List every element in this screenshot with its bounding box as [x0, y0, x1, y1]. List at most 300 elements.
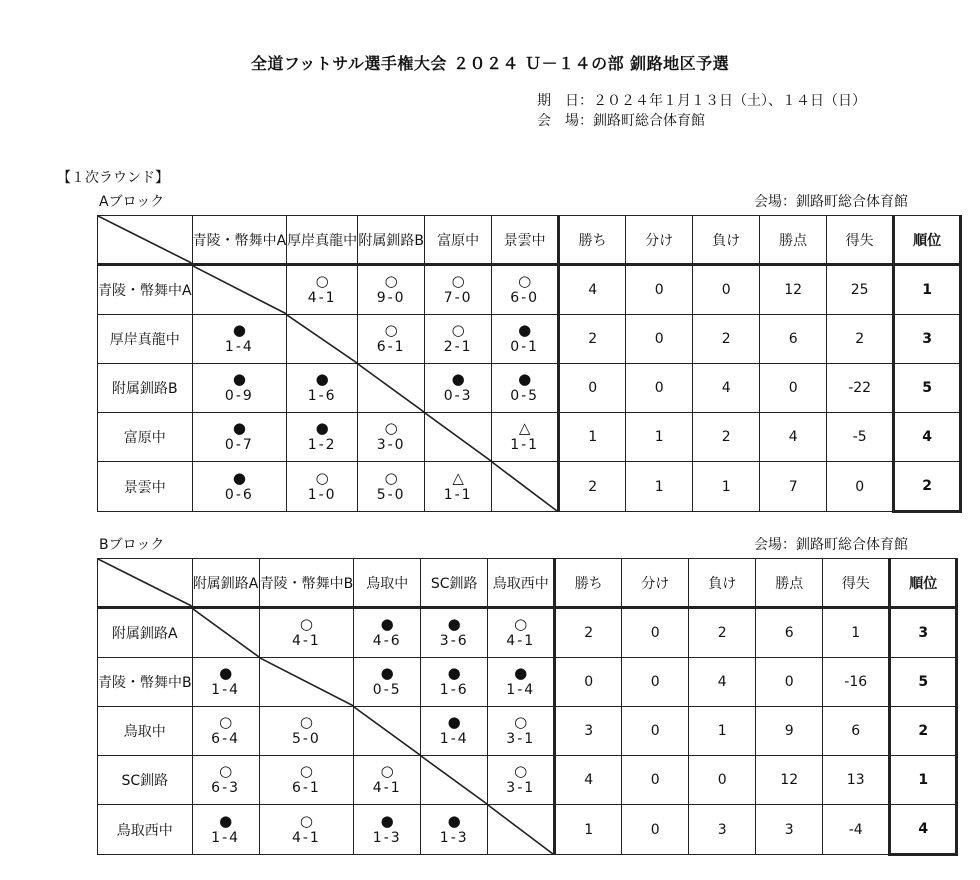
stat-value: 3 — [756, 805, 823, 855]
stat-value: 1 — [555, 805, 622, 855]
diagonal-line — [354, 707, 420, 755]
result-score: 0-5 — [510, 388, 540, 404]
stat-value: 0 — [760, 364, 827, 413]
block-a-venue: 会場：釧路町総合体育館 — [754, 194, 908, 210]
result-cell — [358, 322, 424, 356]
result-cell — [421, 714, 487, 748]
row-team-name: 富原中 — [98, 413, 193, 462]
stat-header: 勝ち — [555, 559, 622, 608]
match-result — [425, 315, 492, 364]
result-score: 6-4 — [211, 731, 241, 747]
stat-value: 2 — [559, 462, 626, 512]
row-team-name: SC釧路 — [98, 756, 193, 805]
result-score: 0-3 — [443, 388, 473, 404]
result-score: 1-3 — [372, 829, 402, 846]
column-team-1: 附属釧路A — [192, 559, 259, 608]
result-mark: ● — [451, 370, 465, 388]
result-score: 2-1 — [443, 339, 473, 355]
column-team-2: 青陵・幣舞中B — [259, 559, 354, 608]
result-cell — [354, 813, 420, 847]
diagonal-stroke — [193, 266, 287, 314]
result-score: 3-0 — [376, 437, 406, 453]
diagonal-line — [287, 315, 357, 363]
table-row — [98, 265, 961, 315]
match-result — [425, 265, 492, 315]
match-result — [354, 805, 421, 855]
stat-value: 4 — [559, 265, 626, 315]
block-b-table — [97, 558, 958, 856]
match-result — [488, 658, 555, 707]
page-title: 全道フットサル選手権大会 ２０２４ Ｕ－１４の部 釧路地区予選 — [250, 54, 730, 73]
rank-value: 2 — [894, 462, 961, 512]
rank-value: 2 — [890, 707, 957, 756]
result-cell — [488, 763, 553, 797]
result-mark: ● — [380, 811, 394, 830]
match-result — [488, 608, 555, 658]
result-mark: ● — [380, 664, 394, 682]
result-cell — [492, 273, 557, 307]
result-mark: ● — [447, 615, 461, 633]
column-team-1: 青陵・幣舞中A — [192, 216, 287, 265]
result-score: 3-6 — [439, 633, 469, 649]
diagonal-stroke — [98, 216, 192, 263]
result-cell — [488, 665, 553, 699]
stat-value: 0 — [693, 265, 760, 315]
result-cell — [354, 616, 420, 650]
stat-value: 2 — [693, 413, 760, 462]
stat-value: 0 — [555, 658, 622, 707]
result-score: 6-3 — [211, 780, 241, 796]
stat-value: 0 — [626, 315, 693, 364]
diagonal-line — [193, 609, 259, 657]
result-cell — [193, 763, 259, 797]
stat-value: 12 — [756, 756, 823, 805]
table-row — [98, 462, 961, 512]
result-mark: ● — [315, 370, 329, 388]
column-team-4: SC釧路 — [421, 559, 488, 608]
stat-header: 勝点 — [760, 216, 827, 265]
result-mark: ○ — [384, 321, 398, 339]
result-cell — [193, 714, 259, 748]
diagonal-stroke — [492, 462, 557, 511]
row-team-name: 鳥取中 — [98, 707, 193, 756]
diagonal-cell — [192, 265, 287, 315]
result-mark: ○ — [451, 272, 465, 290]
match-result — [421, 608, 488, 658]
stat-value: 2 — [689, 608, 756, 658]
result-cell — [358, 273, 424, 307]
result-score: 5-0 — [376, 486, 406, 503]
result-score: 3-1 — [506, 780, 536, 796]
stat-header: 順位 — [890, 559, 957, 608]
diagonal-stroke — [488, 805, 553, 854]
match-result — [287, 265, 358, 315]
match-result — [492, 413, 559, 462]
stat-value: -22 — [827, 364, 894, 413]
stat-header: 負け — [689, 559, 756, 608]
row-team-name: 鳥取西中 — [98, 805, 193, 855]
column-team-4: 富原中 — [425, 216, 492, 265]
result-cell — [287, 420, 357, 454]
stat-value: 2 — [827, 315, 894, 364]
result-mark: ● — [232, 370, 246, 388]
stat-value: 2 — [693, 315, 760, 364]
match-result — [192, 315, 287, 364]
table-row — [98, 756, 957, 805]
match-result — [425, 462, 492, 512]
stat-value: 25 — [827, 265, 894, 315]
stat-header: 順位 — [894, 216, 961, 265]
diagonal-line — [425, 413, 491, 461]
corner-cell — [98, 216, 193, 265]
row-team-name: 青陵・幣舞中B — [98, 658, 193, 707]
match-result — [287, 413, 358, 462]
match-result — [192, 707, 259, 756]
match-result — [192, 805, 259, 855]
result-score: 4-6 — [372, 633, 402, 649]
diagonal-line — [98, 559, 192, 606]
stat-value: 2 — [559, 315, 626, 364]
stat-header: 得失 — [823, 559, 890, 608]
diagonal-cell — [358, 364, 425, 413]
stat-header: 勝点 — [756, 559, 823, 608]
match-result — [192, 756, 259, 805]
result-score: 3-1 — [506, 731, 536, 747]
result-mark: ○ — [299, 811, 313, 830]
match-result — [358, 462, 425, 512]
match-result — [492, 315, 559, 364]
result-cell — [421, 665, 487, 699]
result-score: 1-4 — [211, 682, 241, 698]
rank-value: 4 — [894, 413, 961, 462]
result-score: 1-1 — [510, 437, 540, 453]
result-cell — [425, 322, 491, 356]
stat-value: 3 — [689, 805, 756, 855]
stat-header: 分け — [622, 559, 689, 608]
result-mark: ○ — [219, 713, 233, 731]
result-cell — [193, 813, 259, 847]
result-score: 6-1 — [291, 780, 321, 796]
result-mark: ● — [232, 321, 246, 339]
result-cell — [425, 470, 491, 504]
rank-value: 3 — [890, 608, 957, 658]
diagonal-cell — [421, 756, 488, 805]
result-mark: ● — [219, 664, 233, 682]
result-score: 1-2 — [307, 437, 337, 453]
diagonal-cell — [492, 462, 559, 512]
stat-value: 4 — [693, 364, 760, 413]
column-team-3: 附属釧路B — [358, 216, 425, 265]
result-cell — [492, 420, 557, 454]
stat-value: 12 — [760, 265, 827, 315]
result-mark: ○ — [514, 762, 528, 780]
rank-value: 1 — [894, 265, 961, 315]
match-result — [358, 413, 425, 462]
diagonal-cell — [287, 315, 358, 364]
row-team-name: 附属釧路B — [98, 364, 193, 413]
result-mark: ● — [380, 615, 394, 633]
result-cell — [358, 470, 424, 504]
result-mark: ● — [447, 664, 461, 682]
match-result — [192, 658, 259, 707]
stat-value: 1 — [823, 608, 890, 658]
rank-value: 3 — [894, 315, 961, 364]
match-result — [421, 658, 488, 707]
block-a-label: Aブロック — [99, 194, 165, 210]
result-score: 4-1 — [372, 780, 402, 796]
stat-header: 負け — [693, 216, 760, 265]
result-cell — [425, 371, 491, 405]
result-score: 7-0 — [443, 290, 473, 306]
result-mark: ○ — [451, 321, 465, 339]
diagonal-line — [358, 364, 424, 412]
result-cell — [260, 714, 354, 748]
result-cell — [488, 714, 553, 748]
diagonal-cell — [488, 805, 555, 855]
match-result — [192, 413, 287, 462]
diagonal-line — [260, 658, 354, 706]
result-score: 1-6 — [307, 388, 337, 404]
result-score: 1-4 — [506, 682, 536, 698]
match-result — [192, 364, 287, 413]
stat-value: 6 — [756, 608, 823, 658]
result-mark: ● — [232, 419, 246, 437]
result-mark: ○ — [315, 468, 329, 487]
result-cell — [193, 371, 287, 405]
block-b-venue: 会場：釧路町総合体育館 — [754, 537, 908, 553]
result-cell — [260, 813, 354, 847]
result-cell — [492, 371, 557, 405]
stat-value: 1 — [559, 413, 626, 462]
result-cell — [260, 763, 354, 797]
result-score: 1-0 — [307, 486, 337, 503]
diagonal-stroke — [193, 609, 259, 657]
result-mark: ○ — [299, 713, 313, 731]
result-score: 5-0 — [291, 731, 321, 747]
match-result — [354, 756, 421, 805]
result-score: 1-1 — [443, 486, 473, 503]
stat-value: 0 — [626, 265, 693, 315]
diagonal-stroke — [425, 413, 491, 461]
row-team-name: 景雲中 — [98, 462, 193, 512]
result-score: 1-4 — [211, 829, 241, 846]
stat-value: 4 — [760, 413, 827, 462]
result-cell — [287, 470, 357, 504]
result-mark: ● — [447, 811, 461, 830]
result-cell — [492, 322, 557, 356]
result-score: 1-6 — [439, 682, 469, 698]
diagonal-cell — [192, 608, 259, 658]
diagonal-stroke — [98, 559, 192, 606]
stat-value: 4 — [555, 756, 622, 805]
result-cell — [358, 420, 424, 454]
table-row — [98, 364, 961, 413]
row-team-name: 青陵・幣舞中A — [98, 265, 193, 315]
result-cell — [260, 616, 354, 650]
diagonal-cell — [354, 707, 421, 756]
stat-value: 7 — [760, 462, 827, 512]
stat-value: 0 — [559, 364, 626, 413]
result-mark: ○ — [299, 762, 313, 780]
stat-value: -5 — [827, 413, 894, 462]
result-score: 4-1 — [291, 829, 321, 846]
match-result — [354, 658, 421, 707]
result-score: 1-4 — [224, 339, 254, 355]
result-mark: △ — [518, 419, 531, 437]
result-score: 0-7 — [224, 437, 254, 453]
diagonal-line — [98, 216, 192, 263]
rank-value: 4 — [890, 805, 957, 855]
match-result — [358, 315, 425, 364]
result-score: 4-1 — [291, 633, 321, 649]
stat-value: 0 — [689, 756, 756, 805]
table-row — [98, 315, 961, 364]
result-score: 1-4 — [439, 731, 469, 747]
diagonal-stroke — [421, 756, 487, 804]
match-result — [358, 265, 425, 315]
venue-line: 会 場：釧路町総合体育館 — [537, 113, 705, 129]
diagonal-stroke — [358, 364, 424, 412]
result-mark: ○ — [518, 272, 532, 290]
diagonal-line — [421, 756, 487, 804]
result-mark: ○ — [384, 419, 398, 437]
result-score: 1-3 — [439, 829, 469, 846]
match-result — [259, 805, 354, 855]
result-score: 9-0 — [376, 290, 406, 306]
result-cell — [354, 665, 420, 699]
result-mark: ● — [518, 321, 532, 339]
row-team-name: 厚岸真龍中 — [98, 315, 193, 364]
diagonal-stroke — [287, 315, 357, 363]
result-mark: ○ — [219, 762, 233, 780]
result-mark: ○ — [299, 615, 313, 633]
stat-value: 1 — [689, 707, 756, 756]
result-score: 4-1 — [307, 290, 337, 306]
match-result — [287, 364, 358, 413]
header-row — [98, 559, 957, 608]
match-result — [421, 707, 488, 756]
stat-value: 0 — [626, 364, 693, 413]
stat-value: 1 — [626, 413, 693, 462]
result-mark: ○ — [514, 713, 528, 731]
rank-value: 5 — [890, 658, 957, 707]
result-mark: △ — [452, 468, 464, 487]
diagonal-line — [488, 805, 553, 854]
match-result — [421, 805, 488, 855]
result-score: 4-1 — [506, 633, 536, 649]
row-team-name: 附属釧路A — [98, 608, 193, 658]
stat-value: 6 — [823, 707, 890, 756]
match-result — [492, 265, 559, 315]
stat-header: 分け — [626, 216, 693, 265]
stat-value: 0 — [622, 658, 689, 707]
diagonal-stroke — [260, 658, 354, 706]
result-score: 6-0 — [510, 290, 540, 306]
result-score: 0-1 — [510, 339, 540, 355]
round-label: 【１次ラウンド】 — [57, 170, 169, 186]
match-result — [259, 756, 354, 805]
result-mark: ○ — [380, 762, 394, 780]
stat-header: 勝ち — [559, 216, 626, 265]
result-mark: ○ — [514, 615, 528, 633]
result-mark: ● — [514, 664, 528, 682]
stat-header: 得失 — [827, 216, 894, 265]
match-result — [488, 707, 555, 756]
stat-value: 4 — [689, 658, 756, 707]
date-line: 期 日：２０２４年１月１３日（土）、１４日（日） — [537, 93, 866, 109]
result-cell — [354, 763, 420, 797]
corner-cell — [98, 559, 193, 608]
result-score: 0-9 — [224, 388, 254, 404]
table-row — [98, 658, 957, 707]
header-row — [98, 216, 961, 265]
match-result — [354, 608, 421, 658]
diagonal-stroke — [354, 707, 420, 755]
column-team-2: 厚岸真龍中 — [287, 216, 358, 265]
stat-value: 0 — [756, 658, 823, 707]
stat-value: 13 — [823, 756, 890, 805]
match-result — [259, 707, 354, 756]
table-row — [98, 608, 957, 658]
stat-value: -16 — [823, 658, 890, 707]
result-mark: ● — [518, 370, 532, 388]
match-result — [492, 364, 559, 413]
rank-value: 1 — [890, 756, 957, 805]
result-cell — [421, 813, 487, 847]
match-result — [287, 462, 358, 512]
result-cell — [287, 273, 357, 307]
diagonal-cell — [259, 658, 354, 707]
stat-value: 0 — [622, 756, 689, 805]
table-row — [98, 413, 961, 462]
block-a-table — [97, 215, 962, 513]
result-cell — [488, 616, 553, 650]
result-cell — [193, 322, 287, 356]
diagonal-line — [492, 462, 557, 511]
match-result — [425, 364, 492, 413]
stat-value: 2 — [555, 608, 622, 658]
match-result — [192, 462, 287, 512]
stat-value: 0 — [622, 707, 689, 756]
stat-value: 0 — [827, 462, 894, 512]
result-mark: ○ — [384, 468, 398, 487]
stat-value: 0 — [622, 805, 689, 855]
result-cell — [421, 616, 487, 650]
result-cell — [193, 665, 259, 699]
stat-value: -4 — [823, 805, 890, 855]
table-row — [98, 707, 957, 756]
result-mark: ○ — [384, 272, 398, 290]
column-team-3: 鳥取中 — [354, 559, 421, 608]
result-mark: ● — [232, 468, 246, 487]
stat-value: 6 — [760, 315, 827, 364]
diagonal-line — [193, 266, 287, 314]
column-team-5: 景雲中 — [492, 216, 559, 265]
block-b-label: Bブロック — [99, 537, 165, 553]
match-result — [259, 608, 354, 658]
table-row — [98, 805, 957, 855]
column-team-5: 鳥取西中 — [488, 559, 555, 608]
stat-value: 1 — [693, 462, 760, 512]
result-mark: ● — [219, 811, 233, 830]
result-cell — [193, 420, 287, 454]
stat-value: 1 — [626, 462, 693, 512]
result-cell — [193, 470, 287, 504]
result-score: 0-5 — [372, 682, 402, 698]
diagonal-cell — [425, 413, 492, 462]
result-score: 0-6 — [224, 486, 254, 503]
result-cell — [287, 371, 357, 405]
